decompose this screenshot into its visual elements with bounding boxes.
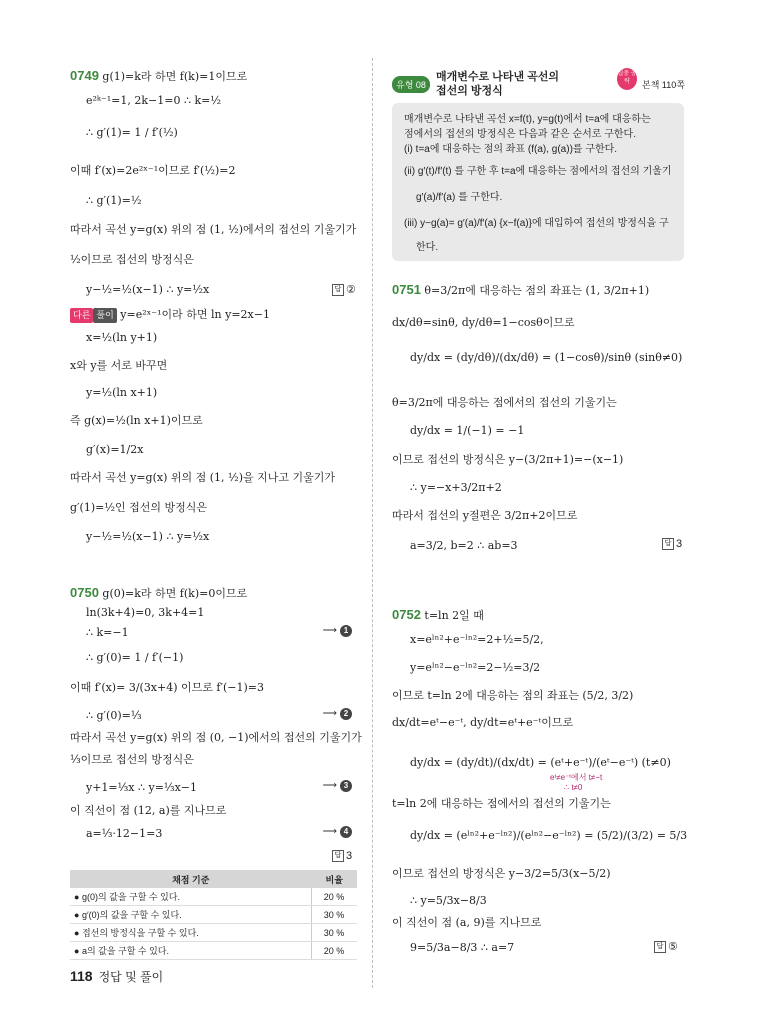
math-line: ∴ g′(0)= 1 / f′(−1) bbox=[86, 651, 184, 664]
text-line: 따라서 곡선 y=g(x) 위의 점 (1, ½)에서의 접선의 기울기가 bbox=[70, 223, 357, 236]
problem-0750-intro: 0750 g(0)=k라 하면 f(k)=0이므로 bbox=[70, 585, 248, 600]
table-row: ● 접선의 방정식을 구할 수 있다. 30 % bbox=[70, 924, 357, 942]
problem-number-0752: 0752 bbox=[392, 607, 421, 622]
math-line: ∴ g′(1)= 1 / f′(½) bbox=[86, 126, 178, 139]
text-line: ⅓이므로 접선의 방정식은 bbox=[70, 753, 194, 766]
math-line: ∴ g′(1)=½ bbox=[86, 194, 142, 207]
reference-link[interactable]: 본책 110쪽 bbox=[642, 80, 685, 90]
text-line: 즉 g(x)=½(ln x+1)이므로 bbox=[70, 414, 203, 427]
answer-icon: 답 bbox=[332, 850, 344, 862]
alt-solution-header: 다른 풀이 y=e²ˣ⁻¹이라 하면 ln y=2x−1 bbox=[70, 307, 270, 323]
math-line: x=½(ln y+1) bbox=[86, 331, 158, 344]
math-line: dy/dx = (dy/dθ)/(dx/dθ) = (1−cosθ)/sinθ (sinθ≠0) bbox=[410, 351, 683, 364]
text-line: 따라서 접선의 y절편은 3/2π+2이므로 bbox=[392, 509, 578, 522]
text-line: x와 y를 서로 바꾸면 bbox=[70, 359, 168, 372]
math-line: dx/dt=eᵗ−e⁻ᵗ, dy/dt=eᵗ+e⁻ᵗ이므로 bbox=[392, 716, 574, 729]
math-line: a=3/2, b=2 ∴ ab=3 bbox=[410, 539, 518, 552]
text-line: 이 직선이 점 (12, a)를 지나므로 bbox=[70, 804, 227, 817]
problem-number-0750: 0750 bbox=[70, 585, 99, 600]
math-line: ∴ k=−1 bbox=[86, 626, 129, 639]
table-row: ● a의 값을 구할 수 있다. 20 % bbox=[70, 942, 357, 960]
math-line: 이므로 접선의 방정식은 y−3/2=5/3(x−5/2) bbox=[392, 867, 611, 880]
alt-badge-2: 풀이 bbox=[93, 308, 116, 323]
math-line: 이므로 t=ln 2에 대응하는 점의 좌표는 (5/2, 3/2) bbox=[392, 689, 634, 702]
math-line: dx/dθ=sinθ, dy/dθ=1−cosθ이므로 bbox=[392, 316, 575, 329]
alt-badge: 다른 bbox=[70, 308, 93, 323]
text-line: θ=3/2π에 대응하는 점에서의 접선의 기울기는 bbox=[392, 396, 617, 409]
math-line: y=½(ln x+1) bbox=[86, 386, 158, 399]
type-pill: 유형 08 bbox=[392, 76, 430, 93]
text-line: g′(1)=½인 접선의 방정식은 bbox=[70, 501, 207, 514]
math-line: ∴ y=−x+3/2π+2 bbox=[410, 481, 502, 494]
math-line: ln(3k+4)=0, 3k+4=1 bbox=[86, 606, 205, 619]
answer-0751: 답 3 bbox=[662, 538, 682, 550]
page-footer bbox=[70, 968, 163, 985]
step-marker: ⟶ 3 bbox=[323, 780, 352, 792]
side-note: ∴ t≠0 bbox=[564, 783, 583, 792]
answer-icon: 답 bbox=[654, 941, 666, 953]
math-line: g′(x)=1/2x bbox=[86, 443, 144, 456]
side-note: eᵗ≠e⁻ᵗ에서 t≠−t bbox=[550, 773, 603, 782]
page-number: 118 bbox=[70, 968, 93, 984]
math-line: 이때 f′(x)=2e²ˣ⁻¹이므로 f′(½)=2 bbox=[70, 164, 236, 177]
math-line: dy/dx = (eˡⁿ²+e⁻ˡⁿ²)/(eˡⁿ²−e⁻ˡⁿ²) = (5/2)/(3/2) = 5/3 bbox=[410, 829, 688, 842]
problem-0752-intro: 0752 t=ln 2일 때 bbox=[392, 607, 484, 622]
math-line: y=eˡⁿ²−e⁻ˡⁿ²=2−½=3/2 bbox=[410, 661, 541, 674]
problem-0751-intro: 0751 θ=3/2π에 대응하는 점의 좌표는 (1, 3/2π+1) bbox=[392, 282, 650, 297]
footer-label: 정답 및 풀이 bbox=[98, 970, 164, 984]
scoring-header-ratio: 비율 bbox=[312, 870, 358, 888]
answer-0749: 답 ② bbox=[332, 283, 356, 296]
text-line: 따라서 곡선 y=g(x) 위의 점 (0, −1)에서의 접선의 기울기가 bbox=[70, 731, 362, 744]
math-line: e²ᵏ⁻¹=1, 2k−1=0 ∴ k=½ bbox=[86, 94, 221, 107]
math-line: 9=5/3a−8/3 ∴ a=7 bbox=[410, 941, 515, 954]
math-line: y−½=½(x−1) ∴ y=½x bbox=[86, 283, 210, 296]
scoring-header-criteria: 채점 기준 bbox=[70, 870, 312, 888]
math-line: ∴ g′(0)=⅓ bbox=[86, 709, 142, 722]
table-row: ● g(0)의 값을 구할 수 있다. 20 % bbox=[70, 888, 357, 906]
math-line: 이때 f′(x)= 3/(3x+4) 이므로 f′(−1)=3 bbox=[70, 681, 264, 694]
problem-number-0751: 0751 bbox=[392, 282, 421, 297]
answer-0750: 답 3 bbox=[332, 850, 352, 862]
text-line: 따라서 곡선 y=g(x) 위의 점 (1, ½)을 지나고 기울기가 bbox=[70, 471, 335, 484]
type-title: 매개변수로 나타낸 곡선의 접선의 방정식 bbox=[436, 71, 559, 97]
scoring-table bbox=[70, 870, 357, 960]
step-marker: ⟶ 1 bbox=[323, 625, 352, 637]
answer-0752: 답 ⑤ bbox=[654, 940, 678, 953]
text-line: ½이므로 접선의 방정식은 bbox=[70, 253, 194, 266]
step-marker: ⟶ 4 bbox=[323, 826, 352, 838]
answer-icon: 답 bbox=[662, 538, 674, 550]
answer-icon: 답 bbox=[332, 284, 344, 296]
math-line: dy/dx = (dy/dt)/(dx/dt) = (eᵗ+e⁻ᵗ)/(eᵗ−e⁻ᵗ) (t≠0) bbox=[410, 756, 671, 769]
problem-0749-intro: 0749 g(1)=k라 하면 f(k)=1이므로 bbox=[70, 68, 248, 83]
table-row: ● g′(0)의 값을 구할 수 있다. 30 % bbox=[70, 906, 357, 924]
math-line: dy/dx = 1/(−1) = −1 bbox=[410, 424, 525, 437]
text-line: t=ln 2에 대응하는 점에서의 접선의 기울기는 bbox=[392, 797, 611, 810]
type-header bbox=[392, 68, 686, 100]
problem-number-0749: 0749 bbox=[70, 68, 99, 83]
text-line: 이 직선이 점 (a, 9)를 지나므로 bbox=[392, 916, 542, 929]
math-line: a=⅓·12−1=3 bbox=[86, 827, 163, 840]
math-line: ∴ y=5/3x−8/3 bbox=[410, 894, 487, 907]
type-summary-box: 매개변수로 나타낸 곡선 x=f(t), y=g(t)에서 t=a에 대응하는 점에서의 접선의 방정식은 다음과 같은 순서로 구한다. (i) t=a에 대응하는 점의 좌표 (f(a), g(a))를 구한다. (ii) g′(t)/f′(t) 를 구한 후 t=a에 대응하는 점에서의 접선의 기울기 g′(a)/f′(a) 를 구한다. (iii) y−g(a)= g′(a)/f′(a) {x−f(a)}에 대입하여 접선의 방정식을 구 한다. bbox=[392, 103, 684, 261]
focus-badge: 집중 공략 bbox=[617, 68, 637, 90]
column-divider bbox=[372, 58, 374, 988]
step-marker: ⟶ 2 bbox=[323, 708, 352, 720]
math-line: y+1=⅓x ∴ y=⅓x−1 bbox=[86, 781, 198, 794]
math-line: x=eˡⁿ²+e⁻ˡⁿ²=2+½=5/2, bbox=[410, 633, 544, 646]
math-line: 이므로 접선의 방정식은 y−(3/2π+1)=−(x−1) bbox=[392, 453, 624, 466]
math-line: y−½=½(x−1) ∴ y=½x bbox=[86, 530, 210, 543]
